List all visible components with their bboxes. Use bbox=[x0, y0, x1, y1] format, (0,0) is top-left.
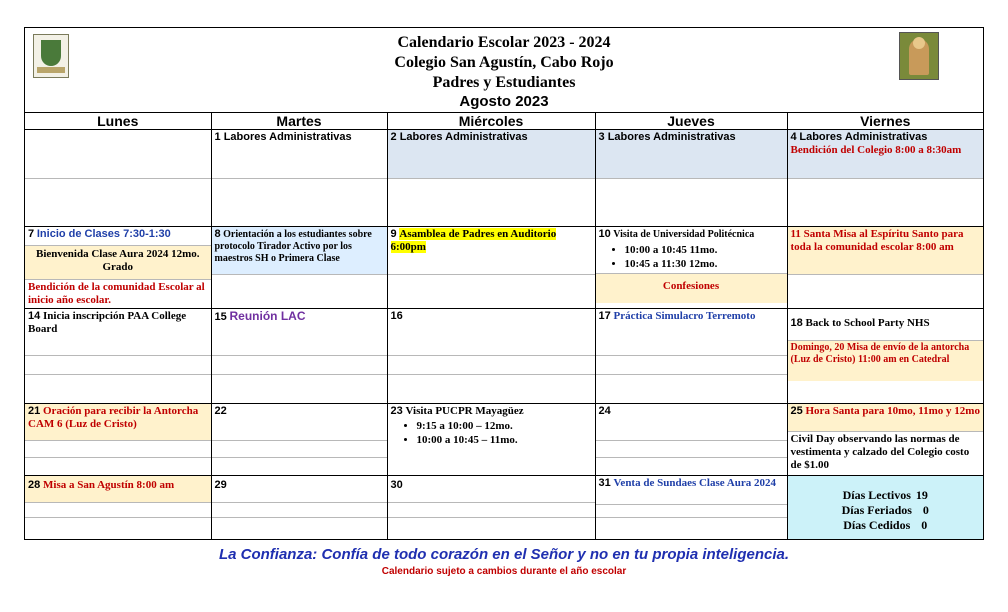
week-row bbox=[25, 404, 983, 476]
day-cell: 24 bbox=[595, 404, 787, 476]
day-cell: 28 Misa a San Agustín 8:00 am bbox=[25, 476, 211, 540]
day-cell: 25 Hora Santa para 10mo, 11mo y 12mo Civil Day observando las normas de vestimenta y calzado del Colegio costo de $1.00 bbox=[787, 404, 983, 476]
visit-schedule: • 10:00 a 10:45 11mo. • 10:45 a 11:30 12mo. bbox=[599, 243, 784, 271]
day-header: Martes bbox=[211, 112, 387, 130]
day-cell: 1 Labores Administrativas bbox=[211, 130, 387, 227]
school-name: Colegio San Agustín, Cabo Rojo bbox=[394, 54, 614, 71]
day-header: Jueves bbox=[595, 112, 787, 130]
day-cell: 23 Visita PUCPR Mayagüez • 9:15 a 10:00 – 12mo. • 10:00 a 10:45 – 11mo. bbox=[387, 404, 595, 476]
school-crest-icon bbox=[33, 34, 69, 78]
month-title: Agosto 2023 bbox=[459, 93, 549, 110]
day-cell: 4 Labores Administrativas Bendición del Colegio 8:00 a 8:30am bbox=[787, 130, 983, 227]
week-row bbox=[25, 130, 983, 227]
day-cell: 17 Práctica Simulacro Terremoto bbox=[595, 309, 787, 404]
week-row bbox=[25, 476, 983, 540]
week-row bbox=[25, 309, 983, 404]
day-cell: 3 Labores Administrativas bbox=[595, 130, 787, 227]
day-cell: 15 Reunión LAC bbox=[211, 309, 387, 404]
disclaimer-note: Calendario sujeto a cambios durante el año escolar bbox=[381, 566, 627, 577]
day-cell: 31 Venta de Sundaes Clase Aura 2024 bbox=[595, 476, 787, 540]
day-cell: 8 Orientación a los estudiantes sobre protocolo Tirador Activo por los maestros SH o Primera Clase bbox=[211, 227, 387, 309]
school-day-totals: Días Lectivos 19 Días Feriados 0 Días Cedidos 0 bbox=[841, 488, 929, 532]
day-header: Viernes bbox=[787, 112, 983, 130]
day-cell: 16 bbox=[387, 309, 595, 404]
visit-schedule: • 9:15 a 10:00 – 12mo. • 10:00 a 10:45 – 11mo. bbox=[391, 419, 592, 447]
day-cell: 29 bbox=[211, 476, 387, 540]
audience-line: Padres y Estudiantes bbox=[432, 74, 576, 91]
motto-text: La Confianza: Confía de todo corazón en el Señor y no en tu propia inteligencia. bbox=[218, 546, 790, 563]
calendar-frame bbox=[24, 27, 984, 540]
day-cell-empty bbox=[25, 130, 211, 227]
calendar-grid bbox=[25, 112, 983, 540]
day-header: Lunes bbox=[25, 112, 211, 130]
day-cell: 10 Visita de Universidad Politécnica • 10:00 a 10:45 11mo. • 10:45 a 11:30 12mo. Confesiones bbox=[595, 227, 787, 309]
day-cell: 2 Labores Administrativas bbox=[387, 130, 595, 227]
day-cell: 18 Back to School Party NHS Domingo, 20 Misa de envío de la antorcha (Luz de Cristo) 11:00 am en Catedral bbox=[787, 309, 983, 404]
day-cell: 9 Asamblea de Padres en Auditorio 6:00pm bbox=[387, 227, 595, 309]
day-cell: 14 Inicia inscripción PAA College Board bbox=[25, 309, 211, 404]
day-header: Miércoles bbox=[387, 112, 595, 130]
day-cell: 11 Santa Misa al Espíritu Santo para toda la comunidad escolar 8:00 am bbox=[787, 227, 983, 309]
day-totals-cell bbox=[787, 476, 983, 540]
saint-augustine-icon bbox=[899, 32, 939, 80]
day-header-row bbox=[25, 112, 983, 130]
calendar-title: Calendario Escolar 2023 - 2024 bbox=[397, 34, 611, 51]
calendar-header bbox=[25, 28, 983, 113]
day-cell: 7 Inicio de Clases 7:30-1:30 Bienvenida Clase Aura 2024 12mo. Grado Bendición de la comunidad Escolar al inicio año escolar. bbox=[25, 227, 211, 309]
day-cell: 21 Oración para recibir la Antorcha CAM 6 (Luz de Cristo) bbox=[25, 404, 211, 476]
day-cell: 30 bbox=[387, 476, 595, 540]
week-row bbox=[25, 227, 983, 309]
day-cell: 22 bbox=[211, 404, 387, 476]
